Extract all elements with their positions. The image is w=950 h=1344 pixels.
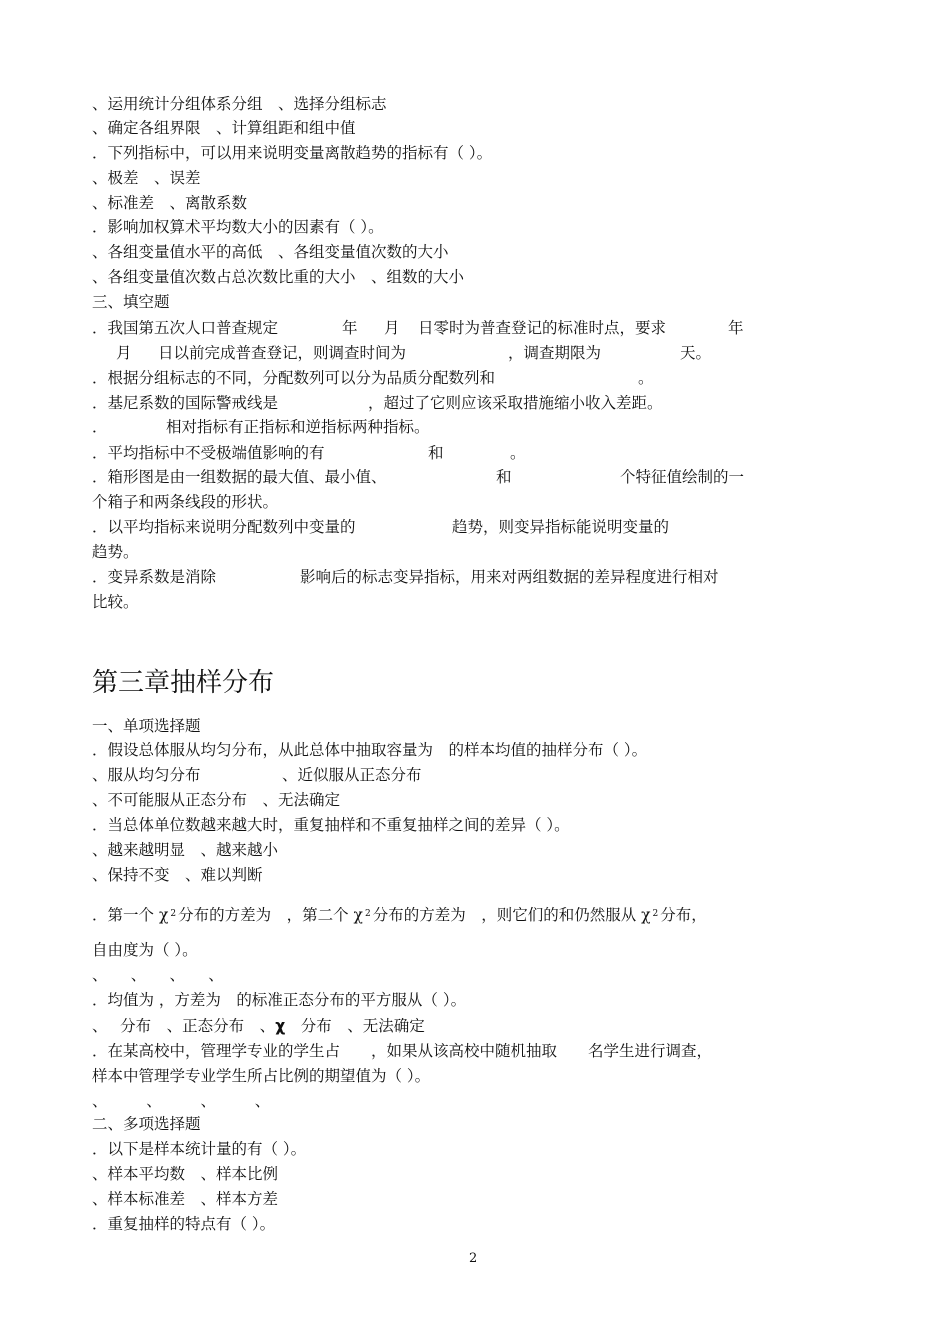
option-line: 、 分布 、正态分布 、χ 分布 、无法确定	[92, 1017, 425, 1035]
option-line: 、 、 、 、	[92, 1092, 271, 1110]
fill-question-6: ．箱形图是由一组数据的最大值、最小值、 和 个特征值绘制的一	[92, 468, 745, 486]
question-line-cont: 样本中管理学专业学生所占比例的期望值为（ ）。	[92, 1067, 431, 1085]
chapter-title: 第三章抽样分布	[92, 668, 275, 698]
fill-question-1-cont: 月 日以前完成普查登记，则调查时间为 ，调查期限为 天。	[116, 344, 712, 362]
option-line: 、不可能服从正态分布 、无法确定	[92, 791, 341, 809]
question-line-cont: 自由度为（ ）。	[92, 941, 198, 959]
fill-question-3: ．基尼系数的国际警戒线是 ，超过了它则应该采取措施缩小收入差距。	[92, 394, 663, 412]
question-line: ．重复抽样的特点有（ ）。	[92, 1215, 276, 1233]
question-line: ．影响加权算术平均数大小的因素有（ ）。	[92, 218, 384, 236]
question-line: ．第一个 χ $^2$ 分布的方差为 ，第二个 χ $^2$ 分布的方差为 ，则它们的和仍然服从 χ $^2$ 分布，	[92, 906, 707, 924]
question-line: ．假设总体服从均匀分布，从此总体中抽取容量为 的样本均值的抽样分布（ ）。	[92, 741, 648, 759]
question-line: ．在某高校中，管理学专业的学生占 ，如果从该高校中随机抽取 名学生进行调查，	[92, 1042, 713, 1060]
option-line: 、确定各组界限 、计算组距和组中值	[92, 119, 356, 137]
chi-symbol: χ	[158, 906, 169, 924]
section-heading: 三、填空题	[92, 293, 170, 311]
option-line: 、保持不变 、难以判断	[92, 866, 263, 884]
option-line: 、 、 、 、	[92, 966, 224, 984]
option-line: 、样本标准差 、样本方差	[92, 1190, 279, 1208]
option-line: 、越来越明显 、越来越小	[92, 841, 279, 859]
fill-question-8-cont: 比较。	[92, 593, 139, 611]
option-line: 、极差 、误差	[92, 169, 201, 187]
option-line: 、各组变量值水平的高低 、各组变量值次数的大小	[92, 243, 449, 261]
question-line: ．当总体单位数越来越大时，重复抽样和不重复抽样之间的差异（ ）。	[92, 816, 570, 834]
option-line: 、标准差 、离散系数	[92, 194, 248, 212]
question-line: ．下列指标中，可以用来说明变量离散趋势的指标有（ ）。	[92, 144, 493, 162]
option-line: 、运用统计分组体系分组 、选择分组标志	[92, 95, 387, 113]
fill-question-2: ．根据分组标志的不同，分配数列可以分为品质分配数列和 。	[92, 369, 654, 387]
page-number: 2	[469, 1251, 478, 1266]
option-line: 、服从均匀分布 、近似服从正态分布	[92, 766, 422, 784]
fill-question-8: ．变异系数是消除 影响后的标志变异指标，用来对两组数据的差异程度进行相对	[92, 568, 719, 586]
question-line: ．以下是样本统计量的有（ ）。	[92, 1140, 307, 1158]
fill-question-7: ．以平均指标来说明分配数列中变量的 趋势，则变异指标能说明变量的	[92, 518, 670, 536]
section-heading: 一、单项选择题	[92, 717, 201, 735]
fill-question-4: ． 相对指标有正指标和逆指标两种指标。	[92, 418, 430, 436]
chi-symbol: χ	[275, 1017, 286, 1035]
option-line: 、各组变量值次数占总次数比重的大小 、组数的大小	[92, 268, 465, 286]
option-line: 、样本平均数 、样本比例	[92, 1165, 279, 1183]
section-heading: 二、多项选择题	[92, 1115, 201, 1133]
fill-question-5: ．平均指标中不受极端值影响的有 和 。	[92, 444, 526, 462]
fill-question-7-cont: 趋势。	[92, 543, 139, 561]
fill-question-6-cont: 个箱子和两条线段的形状。	[92, 493, 279, 511]
fill-question-1: ．我国第五次人口普查规定 年 月 日零时为普查登记的标准时点，要求 年	[92, 319, 744, 337]
question-line: ．均值为 ，方差为 的标准正态分布的平方服从（ ）。	[92, 991, 467, 1009]
